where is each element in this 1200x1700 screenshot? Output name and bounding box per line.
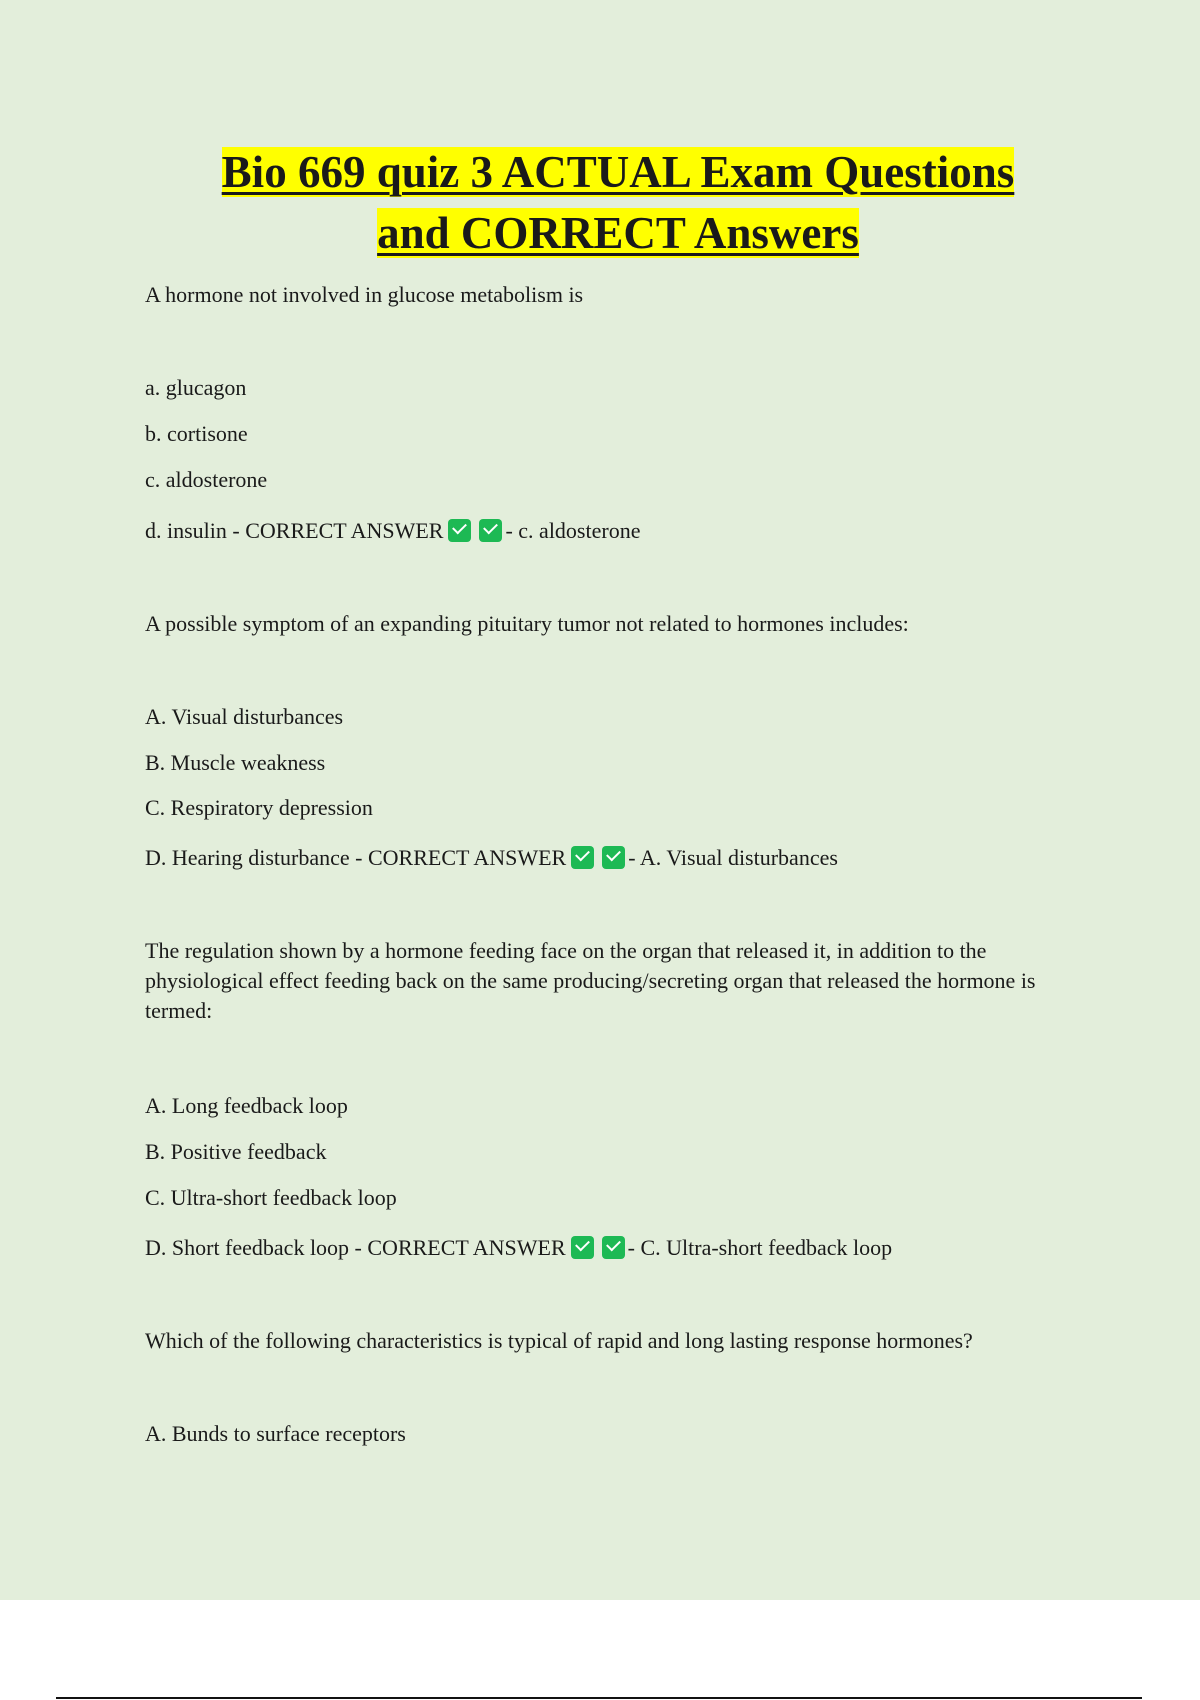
question-3-option-a: A. Long feedback loop xyxy=(145,1093,348,1118)
question-3-correct-answer: - C. Ultra-short feedback loop xyxy=(627,1235,893,1260)
check-icon xyxy=(479,519,502,542)
check-icon xyxy=(571,846,594,869)
title-line-2: and CORRECT Answers xyxy=(377,208,859,258)
question-3-option-b: B. Positive feedback xyxy=(145,1139,327,1164)
question-3-option-d: D. Short feedback loop - CORRECT ANSWER xyxy=(145,1235,566,1260)
question-2-option-a: A. Visual disturbances xyxy=(145,704,344,729)
question-3-answer-line xyxy=(145,1233,892,1263)
footer-divider xyxy=(56,1697,1142,1699)
question-2-prompt: A possible symptom of an expanding pituitary tumor not related to hormones includes: xyxy=(145,611,909,636)
title-line-1: Bio 669 quiz 3 ACTUAL Exam Questions xyxy=(221,147,1015,197)
question-4-prompt: Which of the following characteristics is typical of rapid and long lasting response hormones? xyxy=(145,1328,973,1353)
question-1-correct-answer: - c. aldosterone xyxy=(505,518,641,543)
question-1-option-d: d. insulin - CORRECT ANSWER xyxy=(145,518,444,543)
question-2-option-d: D. Hearing disturbance - CORRECT ANSWER xyxy=(145,845,567,870)
question-2-correct-answer: - A. Visual disturbances xyxy=(628,845,838,870)
question-1-option-a: a. glucagon xyxy=(145,375,247,400)
question-2-answer-line xyxy=(145,843,838,873)
question-2-option-c: C. Respiratory depression xyxy=(145,795,373,820)
question-3-option-c: C. Ultra-short feedback loop xyxy=(145,1185,397,1210)
question-1-option-b: b. cortisone xyxy=(145,421,248,446)
check-icon xyxy=(602,1236,625,1259)
check-icon xyxy=(602,846,625,869)
question-1-option-c: c. aldosterone xyxy=(145,467,268,492)
check-icon xyxy=(448,519,471,542)
check-icon xyxy=(571,1236,594,1259)
question-1-prompt: A hormone not involved in glucose metabolism is xyxy=(145,282,584,307)
page-title xyxy=(0,142,1200,264)
question-4-option-a: A. Bunds to surface receptors xyxy=(145,1421,406,1446)
question-3-prompt: The regulation shown by a hormone feeding face on the organ that released it, in addition to the physiological effect feeding back on the same producing/secreting organ that released the hormone is termed: xyxy=(145,938,1036,1023)
question-2-option-b: B. Muscle weakness xyxy=(145,750,326,775)
question-1-answer-line xyxy=(145,516,640,546)
